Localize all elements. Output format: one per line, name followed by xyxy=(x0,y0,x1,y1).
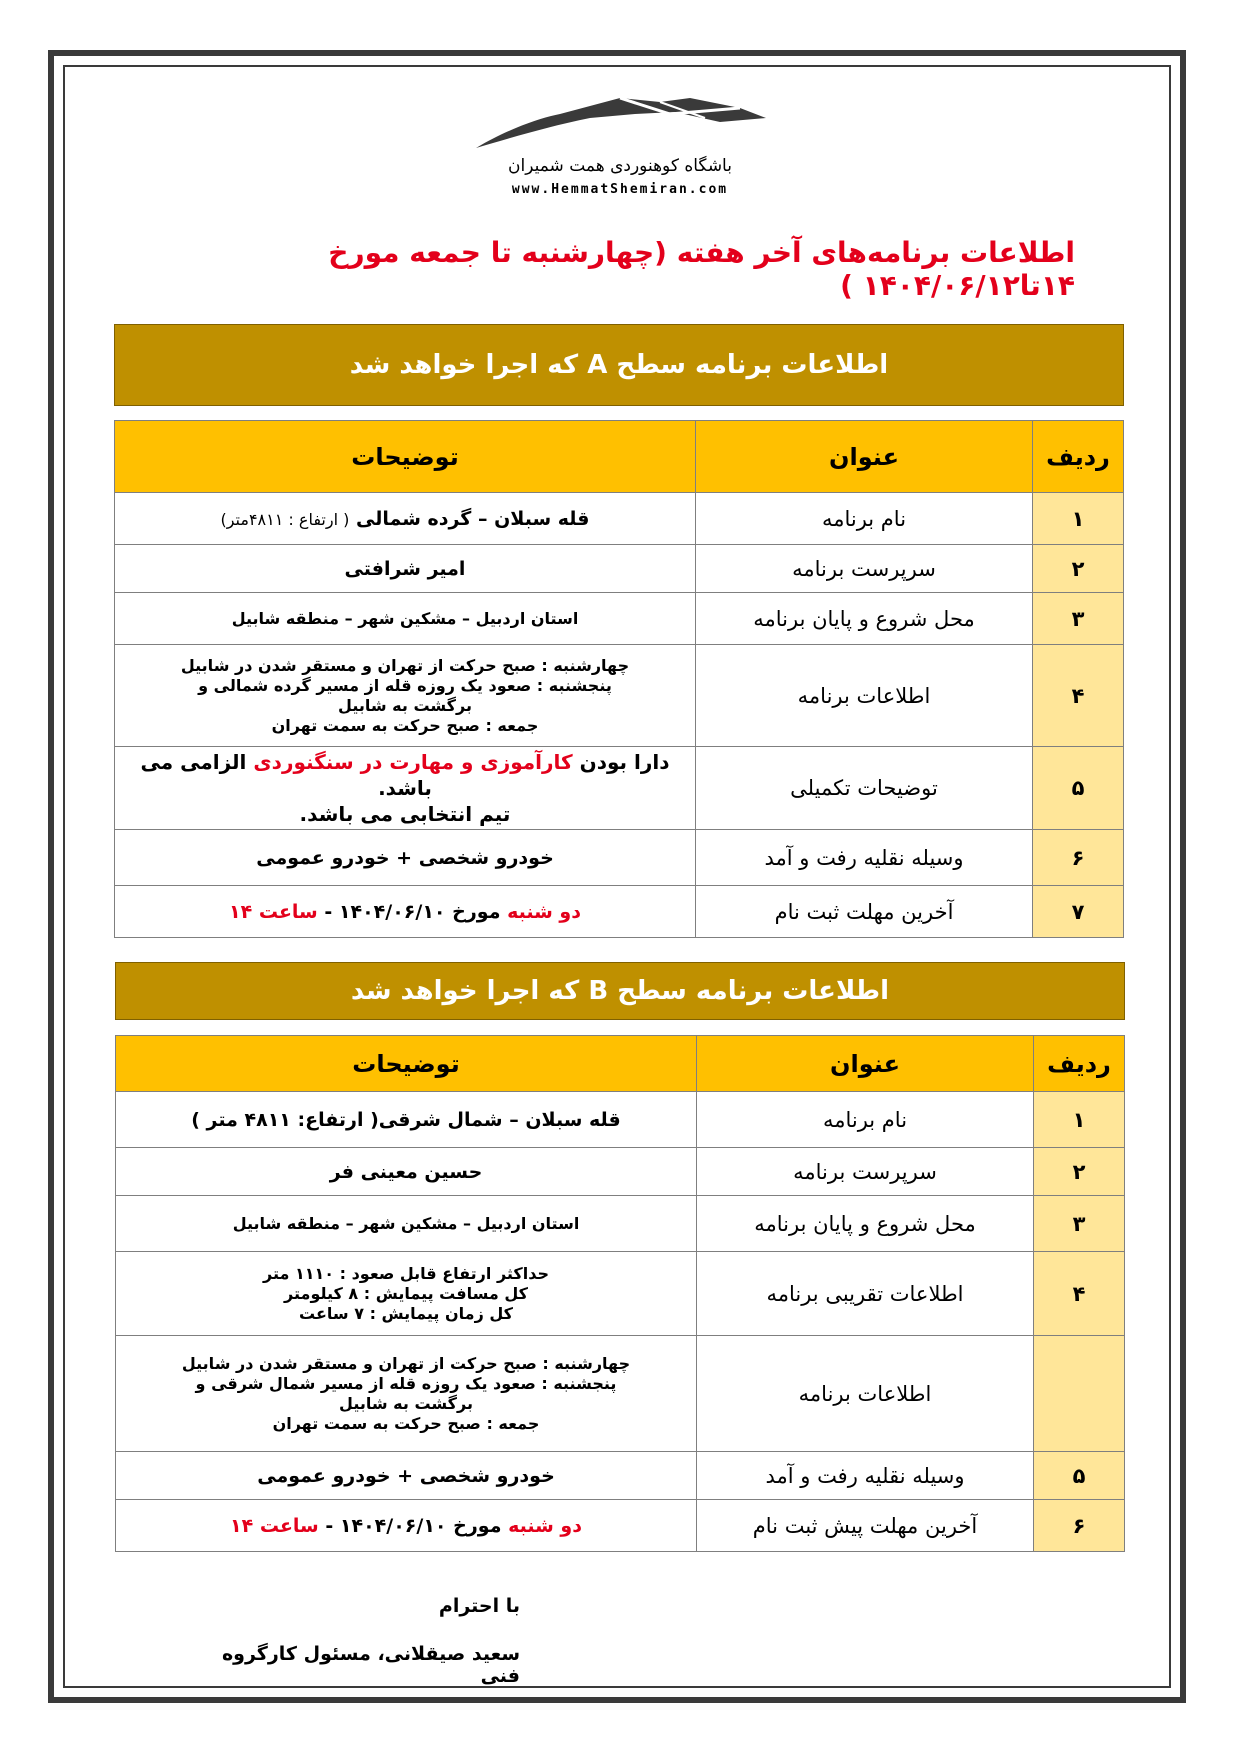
row-number: ۶ xyxy=(1033,830,1124,886)
section-b-title: اطلاعات برنامه سطح B که اجرا خواهد شد xyxy=(115,962,1125,1020)
row-title: اطلاعات برنامه xyxy=(697,1336,1034,1452)
schedule-line: برگشت به شابیل xyxy=(339,1393,473,1413)
deadline-day: دو شنبه xyxy=(507,900,581,923)
header-description: توضیحات xyxy=(115,421,696,493)
signatory-name: سعید صیقلانی، مسئول کارگروه فنی xyxy=(221,1643,520,1687)
table-row xyxy=(115,830,1124,886)
schedule-line: برگشت به شابیل xyxy=(338,695,472,715)
row-title: اطلاعات تقریبی برنامه xyxy=(697,1252,1034,1336)
stat-line: کل زمان پیمایش : ۷ ساعت xyxy=(299,1303,513,1323)
table-row xyxy=(116,1336,1125,1452)
table-header-row xyxy=(115,421,1124,493)
row-description: قله سبلان – شمال شرقی( ارتفاع: ۴۸۱۱ متر ) xyxy=(116,1092,697,1148)
schedule-line: جمعه : صبح حرکت به سمت تهران xyxy=(271,715,539,735)
program-b-table xyxy=(115,1035,1125,1552)
row-number: ۳ xyxy=(1034,1196,1125,1252)
note-highlight: کارآموزی و مهارت در سنگنوردی xyxy=(253,750,573,774)
row-title: نام برنامه xyxy=(697,1092,1034,1148)
altitude-note: ( ارتفاع : ۴۸۱۱متر) xyxy=(220,509,350,529)
row-number xyxy=(1034,1336,1125,1452)
row-number: ۲ xyxy=(1033,545,1124,593)
row-number: ۴ xyxy=(1033,645,1124,747)
row-title: آخرین مهلت پیش ثبت نام xyxy=(697,1500,1034,1552)
row-description: خودرو شخصی + خودرو عمومی xyxy=(116,1452,697,1500)
club-website[interactable]: www.HemmatShemiran.com xyxy=(511,182,729,197)
schedule-line: پنجشنبه : صعود یک روزه قله از مسیر گرده شمالی و xyxy=(198,675,612,695)
row-description xyxy=(115,493,696,545)
header-title: عنوان xyxy=(697,1036,1034,1092)
row-title: توضیحات تکمیلی xyxy=(696,747,1033,830)
deadline-day: دو شنبه xyxy=(508,1514,582,1537)
table-row xyxy=(116,1252,1125,1336)
row-title: سرپرست برنامه xyxy=(696,545,1033,593)
table-row xyxy=(115,886,1124,938)
row-description xyxy=(115,886,696,938)
row-title: محل شروع و پایان برنامه xyxy=(696,593,1033,645)
row-title: اطلاعات برنامه xyxy=(696,645,1033,747)
row-description xyxy=(115,747,696,830)
header-row-number: ردیف xyxy=(1034,1036,1125,1092)
schedule-line: جمعه : صبح حرکت به سمت تهران xyxy=(272,1413,540,1433)
row-number: ۱ xyxy=(1034,1092,1125,1148)
table-row xyxy=(116,1452,1125,1500)
table-row xyxy=(115,645,1124,747)
table-row xyxy=(116,1092,1125,1148)
row-description: امیر شرافتی xyxy=(115,545,696,593)
row-title: نام برنامه xyxy=(696,493,1033,545)
note-text: دارا بودن xyxy=(572,750,670,774)
row-description xyxy=(116,1336,697,1452)
row-description: استان اردبیل – مشکین شهر – منطقه شابیل xyxy=(115,593,696,645)
table-row xyxy=(116,1148,1125,1196)
deadline-time: ساعت ۱۴ xyxy=(230,1514,319,1537)
deadline-date: مورخ ۱۴۰۴/۰۶/۱۰ - xyxy=(317,900,508,923)
note-text: الزامی می باشد. xyxy=(140,750,432,800)
schedule-line: چهارشنبه : صبح حرکت از تهران و مستقر شدن در شابیل xyxy=(181,1353,631,1373)
program-name: قله سبلان – گرده شمالی xyxy=(355,507,590,530)
row-title: وسیله نقلیه رفت و آمد xyxy=(697,1452,1034,1500)
header-row-number: ردیف xyxy=(1033,421,1124,493)
header-title: عنوان xyxy=(696,421,1033,493)
row-description xyxy=(115,645,696,747)
stat-line: کل مسافت پیمایش : ۸ کیلومتر xyxy=(284,1283,528,1303)
schedule-line: پنجشنبه : صعود یک روزه قله از مسیر شمال شرقی و xyxy=(195,1373,617,1393)
row-number: ۳ xyxy=(1033,593,1124,645)
table-row xyxy=(115,593,1124,645)
table-row xyxy=(116,1196,1125,1252)
row-description: خودرو شخصی + خودرو عمومی xyxy=(115,830,696,886)
table-row xyxy=(115,545,1124,593)
row-description: استان اردبیل – مشکین شهر – منطقه شابیل xyxy=(116,1196,697,1252)
row-number: ۴ xyxy=(1034,1252,1125,1336)
section-a-title: اطلاعات برنامه سطح A که اجرا خواهد شد xyxy=(114,324,1124,406)
mountain-logo-icon xyxy=(470,88,770,154)
header-description: توضیحات xyxy=(116,1036,697,1092)
page-title: اطلاعات برنامه‌های آخر هفته (چهارشنبه تا جمعه مورخ ۱۴تا۱۴۰۴/۰۶/۱۲ ) xyxy=(328,236,1075,302)
row-number: ۶ xyxy=(1034,1500,1125,1552)
program-a-table xyxy=(114,420,1124,938)
table-header-row xyxy=(116,1036,1125,1092)
row-number: ۲ xyxy=(1034,1148,1125,1196)
club-name: باشگاه کوهنوردی همت شمیران xyxy=(508,156,732,176)
row-number: ۵ xyxy=(1034,1452,1125,1500)
row-number: ۷ xyxy=(1033,886,1124,938)
row-title: وسیله نقلیه رفت و آمد xyxy=(696,830,1033,886)
table-row xyxy=(115,747,1124,830)
row-title: آخرین مهلت ثبت نام xyxy=(696,886,1033,938)
row-title: سرپرست برنامه xyxy=(697,1148,1034,1196)
stat-line: حداکثر ارتفاع قابل صعود : ۱۱۱۰ متر xyxy=(263,1263,549,1283)
deadline-time: ساعت ۱۴ xyxy=(229,900,318,923)
row-number: ۵ xyxy=(1033,747,1124,830)
row-description xyxy=(116,1252,697,1336)
closing-regards: با احترام xyxy=(438,1595,520,1617)
schedule-line: چهارشنبه : صبح حرکت از تهران و مستقر شدن در شابیل xyxy=(180,655,630,675)
table-row xyxy=(116,1500,1125,1552)
table-row xyxy=(115,493,1124,545)
row-number: ۱ xyxy=(1033,493,1124,545)
note-line-2: تیم انتخابی می باشد. xyxy=(299,802,511,826)
row-title: محل شروع و پایان برنامه xyxy=(697,1196,1034,1252)
row-description xyxy=(116,1500,697,1552)
row-description: حسین معینی فر xyxy=(116,1148,697,1196)
deadline-date: مورخ ۱۴۰۴/۰۶/۱۰ - xyxy=(318,1514,509,1537)
club-logo xyxy=(470,88,770,218)
